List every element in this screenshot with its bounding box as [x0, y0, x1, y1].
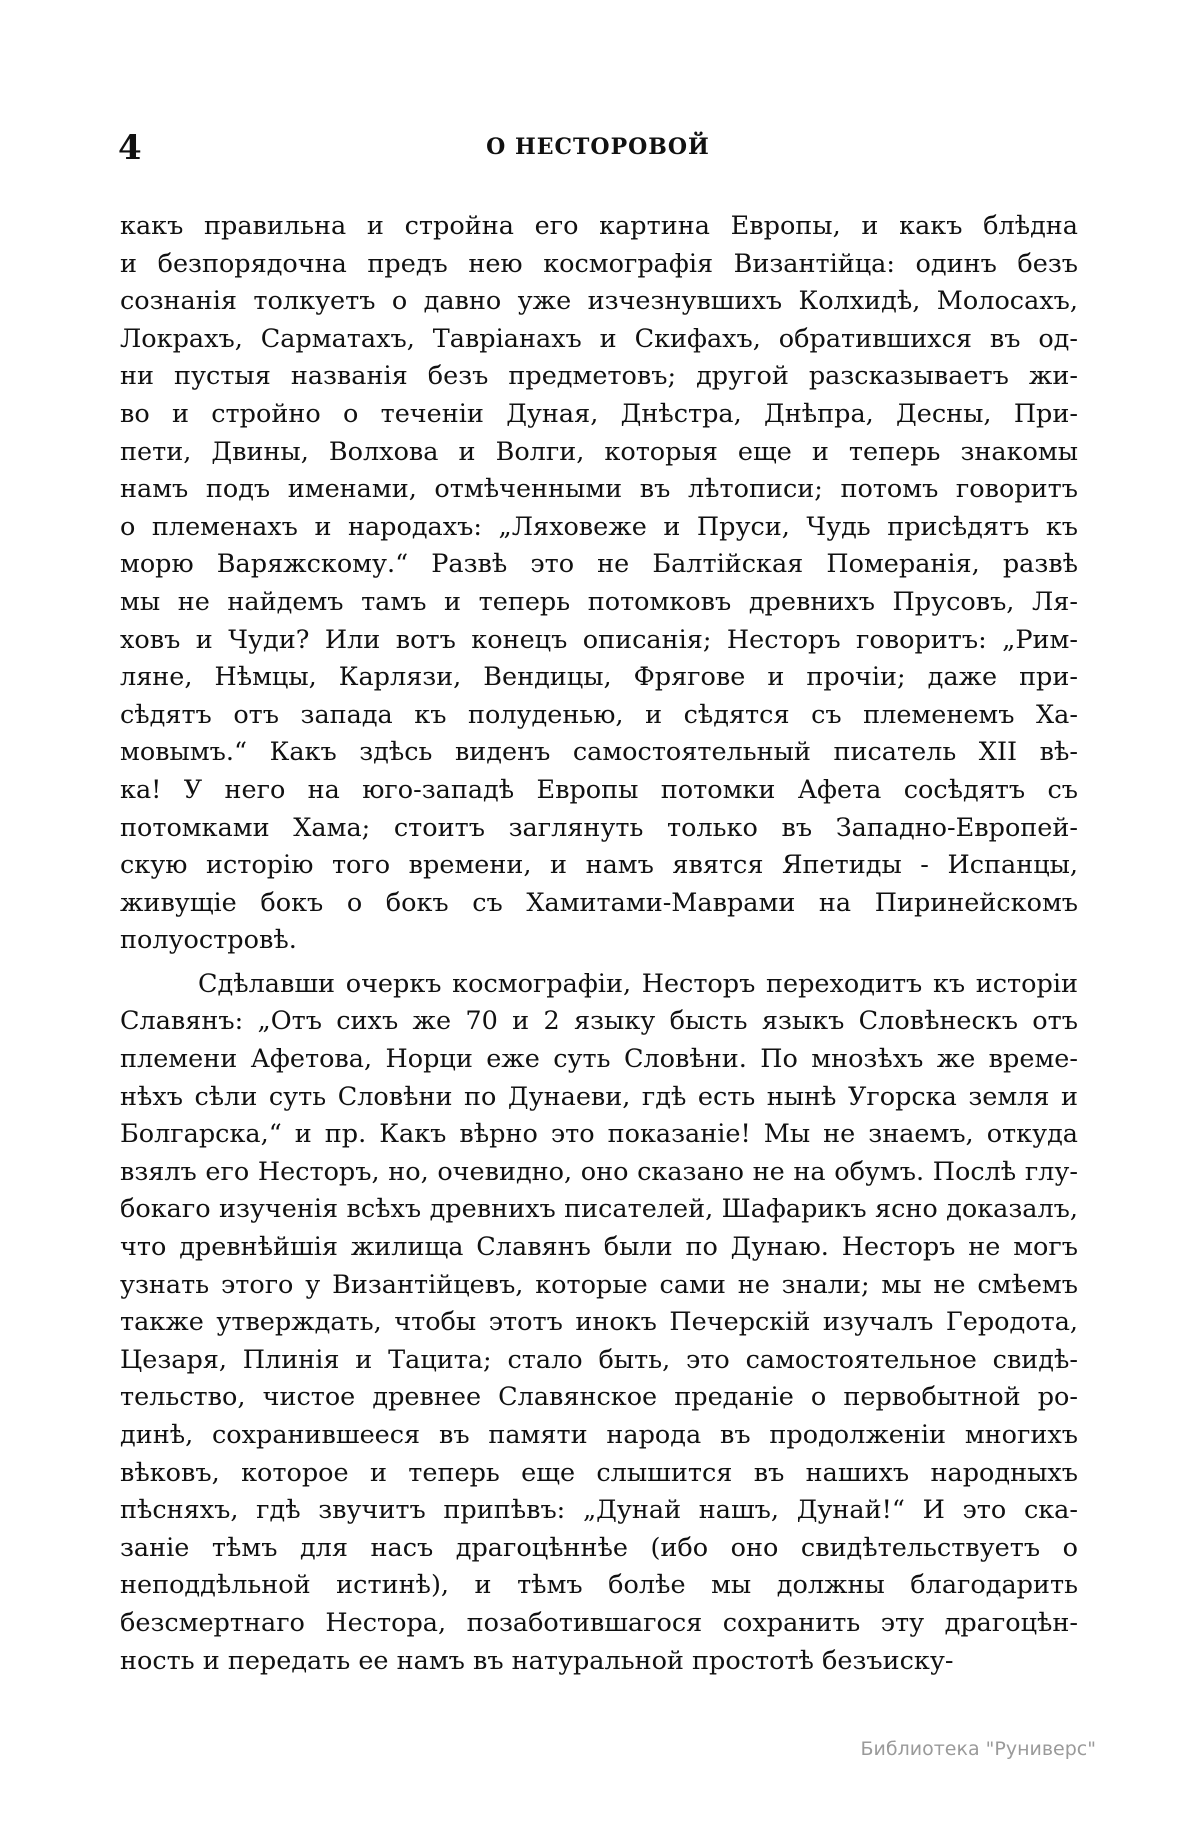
- text-line: пети, Двины, Волхова и Волги, которыя еще и теперь знакомы: [120, 436, 1078, 467]
- text-line: ка! У него на юго-западѣ Европы потомки Афета сосѣдятъ съ: [120, 774, 1078, 805]
- text-line: Болгарска,“ и пр. Какъ вѣрно это показаніе! Мы не знаемъ, откуда: [120, 1119, 1078, 1150]
- text-line: потомками Хама; стоитъ заглянуть только въ Западно-Европей-: [120, 812, 1078, 843]
- text-line: что древнѣйшія жилища Славянъ были по Дунаю. Несторъ не могъ: [120, 1232, 1078, 1263]
- text-line: ни пустыя названія безъ предметовъ; другой разсказываетъ жи-: [120, 361, 1078, 392]
- text-line: полуостровѣ.: [120, 925, 297, 956]
- text-line: ховъ и Чуди? Или вотъ конецъ описанія; Несторъ говоритъ: „Рим-: [120, 624, 1078, 655]
- running-head: [118, 128, 1078, 168]
- paragraph: [120, 966, 1078, 1680]
- text-line: намъ подъ именами, отмѣченными въ лѣтописи; потомъ говоритъ: [120, 474, 1078, 505]
- text-line: неподдѣльной истинѣ), и тѣмъ болѣе мы должны благодарить: [120, 1570, 1078, 1601]
- text-line: также утверждать, чтобы этотъ инокъ Печерскій изучалъ Геродота,: [120, 1307, 1078, 1338]
- text-line: морю Варяжскому.“ Развѣ это не Балтійская Померанія, развѣ: [120, 549, 1078, 580]
- text-line: сознанія толкуетъ о давно уже изчезнувшихъ Колхидѣ, Молосахъ,: [120, 286, 1078, 317]
- text-line: живущіе бокъ о бокъ съ Хамитами-Маврами на Пиринейскомъ: [120, 887, 1078, 918]
- text-line: скую исторію того времени, и намъ явятся Япетиды - Испанцы,: [120, 850, 1078, 881]
- text-line: вѣковъ, которое и теперь еще слышится въ нашихъ народныхъ: [120, 1457, 1078, 1488]
- text-line: во и стройно о теченіи Дуная, Днѣстра, Днѣпра, Десны, При-: [120, 398, 1078, 429]
- text-line: мовымъ.“ Какъ здѣсь виденъ самостоятельный писатель XII вѣ-: [120, 737, 1078, 768]
- text-line: ляне, Нѣмцы, Карлязи, Вендицы, Фрягове и прочіи; даже при-: [120, 662, 1078, 693]
- text-line: Цезаря, Плинія и Тацита; стало быть, это самостоятельное свидѣ-: [120, 1344, 1078, 1375]
- text-line: Сдѣлавши очеркъ космографіи, Несторъ переходитъ къ исторіи: [198, 968, 1078, 999]
- text-line: племени Афетова, Норци еже суть Словѣни. По мнозѣхъ же време-: [120, 1044, 1078, 1075]
- text-line: о племенахъ и народахъ: „Ляховеже и Пруси, Чудь присѣдятъ къ: [120, 511, 1078, 542]
- text-line: сѣдятъ отъ запада къ полуденью, и сѣдятся съ племенемъ Ха-: [120, 699, 1078, 730]
- text-line: мы не найдемъ тамъ и теперь потомковъ древнихъ Прусовъ, Ля-: [120, 586, 1078, 617]
- text-line: узнать этого у Византійцевъ, которые сами не знали; мы не смѣемъ: [120, 1269, 1078, 1300]
- running-title: О НЕСТОРОВОЙ: [486, 134, 710, 160]
- text-line: заніе тѣмъ для насъ драгоцѣннѣе (ибо оно свидѣтельствуетъ о: [120, 1532, 1078, 1563]
- text-line: Славянъ: „Отъ сихъ же 70 и 2 языку бысть языкъ Словѣнескъ отъ: [120, 1006, 1078, 1037]
- text-line: какъ правильна и стройна его картина Европы, и какъ блѣдна: [120, 211, 1078, 241]
- text-line: бокаго изученія всѣхъ древнихъ писателей, Шафарикъ ясно доказалъ,: [120, 1194, 1078, 1225]
- text-line: динѣ, сохранившееся въ памяти народа въ продолженіи многихъ: [120, 1420, 1078, 1450]
- text-line: тельство, чистое древнее Славянское преданіе о первобытной ро-: [120, 1382, 1078, 1413]
- library-watermark: Библиотека "Руниверс": [860, 1738, 1096, 1760]
- text-line: нѣхъ сѣли суть Словѣни по Дунаеви, гдѣ есть нынѣ Угорска земля и: [120, 1081, 1078, 1112]
- text-line: взялъ его Несторъ, но, очевидно, оно сказано не на обумъ. Послѣ глу-: [120, 1156, 1078, 1187]
- paragraph: [120, 208, 1078, 960]
- text-line: и безпорядочна предъ нею космографія Византійца: одинъ безъ: [120, 248, 1078, 279]
- text-line: ность и передать ее намъ въ натуральной простотѣ безъиску-: [120, 1645, 954, 1676]
- text-line: безсмертнаго Нестора, позаботившагося сохранить эту драгоцѣн-: [120, 1607, 1078, 1638]
- text-line: Локрахъ, Сарматахъ, Тавріанахъ и Скифахъ, обратившихся въ од-: [120, 323, 1078, 354]
- page-number: 4: [118, 128, 142, 168]
- text-line: пѣсняхъ, гдѣ звучитъ припѣвъ: „Дунай нашъ, Дунай!“ И это ска-: [120, 1495, 1078, 1526]
- body-text: [120, 208, 1078, 1680]
